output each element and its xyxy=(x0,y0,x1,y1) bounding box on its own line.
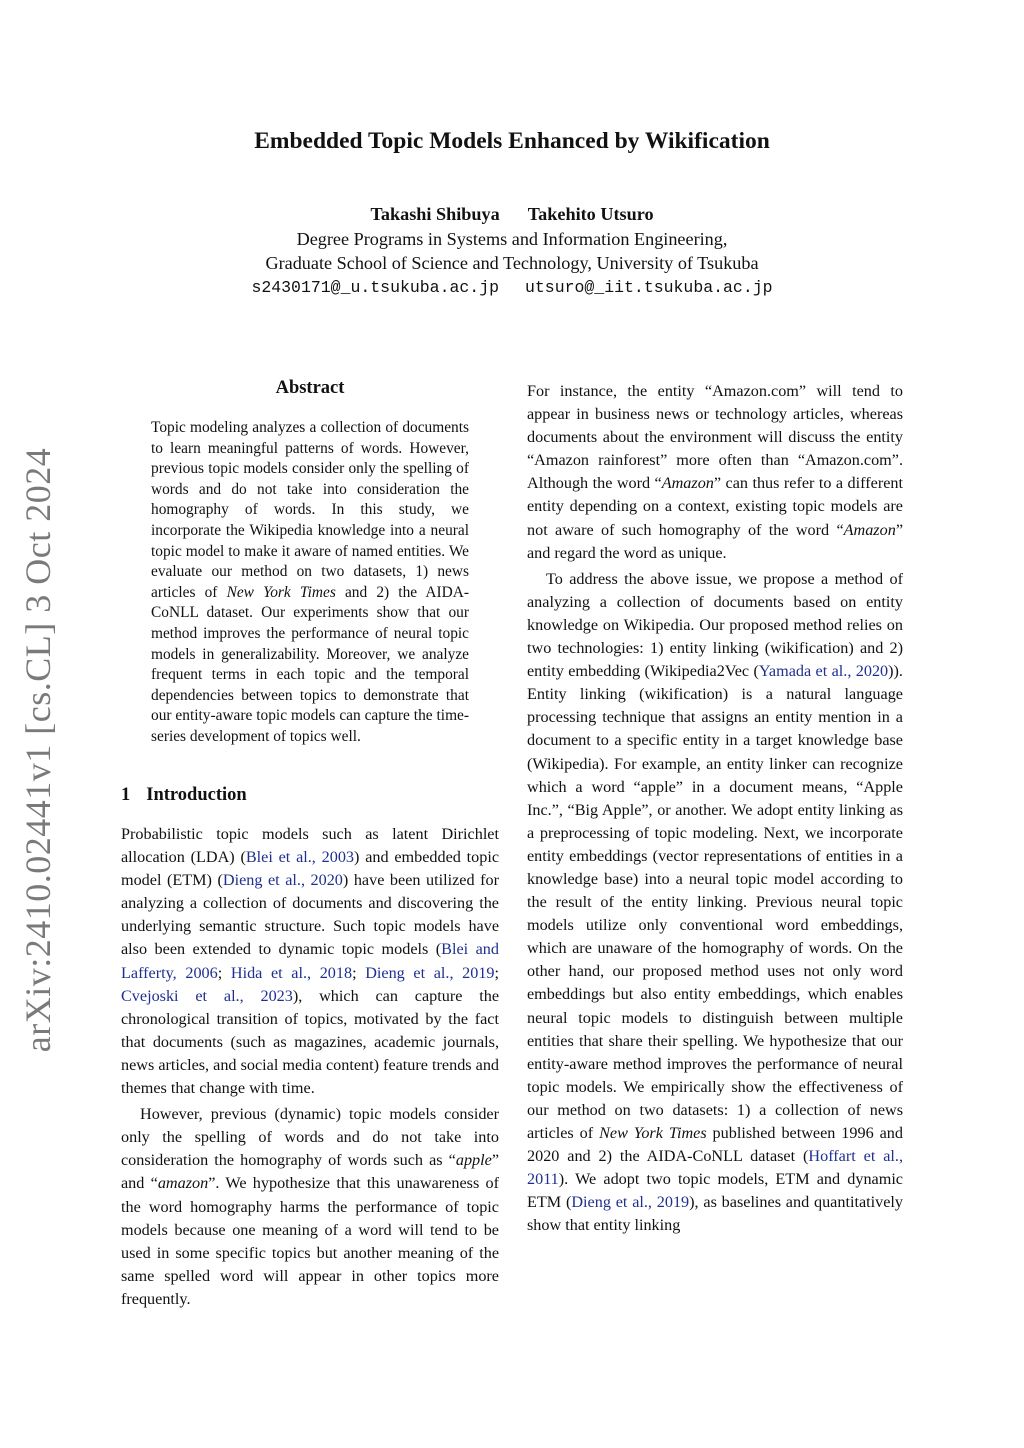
citation-link[interactable]: Hoffart et al., 2011 xyxy=(527,1147,903,1189)
paper-title: Embedded Topic Models Enhanced by Wikification xyxy=(254,128,770,154)
paragraph: However, previous (dynamic) topic models consider only the spelling of words and do not take into consideration the homography of words such as “apple” and “amazon”. We hypothesize that this unawareness of the word homography harms the performance of topic models because one meaning of a word will tend to be used in some specific topics but another meaning of the same spelled word will appear in other topics more frequently. xyxy=(121,1105,499,1308)
section-title: Introduction xyxy=(146,785,247,805)
author-email: s2430171@_u.tsukuba.ac.jp xyxy=(251,277,499,297)
arxiv-identifier-stamp: arXiv:2410.02441v1 [cs.CL] 3 Oct 2024 xyxy=(18,447,58,1053)
author-block xyxy=(0,202,1024,300)
citation-link[interactable]: Blei and Lafferty, 2006 xyxy=(121,940,499,982)
citation-link[interactable]: Yamada et al., 2020 xyxy=(758,662,889,681)
author-name: Takashi Shibuya xyxy=(370,204,500,224)
affiliation-line: Graduate School of Science and Technology, University of Tsukuba xyxy=(265,253,759,273)
affiliation-line: Degree Programs in Systems and Information Engineering, xyxy=(296,228,728,249)
citation-link[interactable]: Hida et al., 2018 xyxy=(230,963,353,982)
author-emails xyxy=(0,276,1024,301)
right-column xyxy=(527,380,903,1237)
paragraph: To address the above issue, we propose a method of analyzing a collection of documents based on entity knowledge on Wikipedia. Our proposed method relies on two technologies: 1) entity linking (wikification) and 2) entity embedding (Wikipedia2Vec (Yamada et al., 2020)). Entity linking (wikification) is a natural language processing technique that assigns an entity mention in a document to a specific entity in a target knowledge base (Wikipedia). For example, an entity linker can recognize which a word “apple” in a document means, “Apple Inc.”, “Big Apple”, or another. We adopt entity linking as a preprocessing of topic modeling. Next, we incorporate entity embeddings (vector representations of entities in a knowledge base) into a neural topic model according to the result of the entity linking. Previous neural topic models utilize only conventional word embeddings, which are unaware of the homography of words. On the other hand, our proposed method uses not only word embeddings but also entity embeddings, which enables neural topic models to distinguish between multiple entities that share their spelling. We hypothesize that our entity-aware method improves the performance of neural topic models. We empirically show the effectiveness of our method on two datasets: 1) a collection of news articles of New York Times published between 1996 and 2020 and 2) the AIDA-CoNLL dataset (Hoffart et al., 2011). We adopt two topic models, ETM and dynamic ETM (Dieng et al., 2019), as baselines and quantitatively show that entity linking xyxy=(527,569,903,1235)
abstract-text: Topic modeling analyzes a collection of documents to learn meaningful patterns of words. However, previous topic models consider only the spelling of words and do not take into consideration the homography of words. In this study, we incorporate the Wikipedia knowledge into a neural topic model to make it aware of named entities. We evaluate our method on two datasets, 1) news articles of New York Times and 2) the AIDA-CoNLL dataset. Our experiments show that our method improves the performance of neural topic models in generalizability. Moreover, we analyze frequent terms in each topic and the temporal dependencies between topics to demonstrate that our entity-aware topic models can capture the time-series development of topics well. xyxy=(151,419,470,745)
author-name: Takehito Utsuro xyxy=(527,204,654,224)
left-column xyxy=(121,823,499,1311)
abstract-heading: Abstract xyxy=(275,378,345,398)
citation-link[interactable]: Blei et al., 2003 xyxy=(245,848,355,867)
citation-link[interactable]: Dieng et al., 2019 xyxy=(571,1193,690,1212)
paragraph: Probabilistic topic models such as latent Dirichlet allocation (LDA) (Blei et al., 2003) and embedded topic model (ETM) (Dieng et al., 2020) have been utilized for analyzing a collection of documents and discovering the underlying semantic structure. Such topic models have also been extended to dynamic topic models (Blei and Lafferty, 2006; Hida et al., 2018; Dieng et al., 2019; Cvejoski et al., 2023), which can capture the chronological transition of topics, motivated by the fact that documents (such as magazines, academic journals, news articles, and social media content) feature trends and themes that change with time. xyxy=(121,825,500,1098)
paragraph: For instance, the entity “Amazon.com” will tend to appear in business news or technology articles, whereas documents about the environment will discuss the entity “Amazon rainforest” more often than “Amazon.com”. Although the word “Amazon” can thus refer to a different entity depending on a context, existing topic models are not aware of such homography of the word “Amazon” and regard the word as unique. xyxy=(527,382,903,562)
section-number: 1 xyxy=(121,785,131,805)
citation-link[interactable]: Dieng et al., 2019 xyxy=(365,963,495,982)
citation-link[interactable]: Cvejoski et al., 2023 xyxy=(121,986,293,1005)
section-heading-introduction xyxy=(121,785,247,806)
citation-link[interactable]: Dieng et al., 2020 xyxy=(222,871,343,890)
author-email: utsuro@_iit.tsukuba.ac.jp xyxy=(525,277,773,297)
author-names xyxy=(0,202,1024,227)
